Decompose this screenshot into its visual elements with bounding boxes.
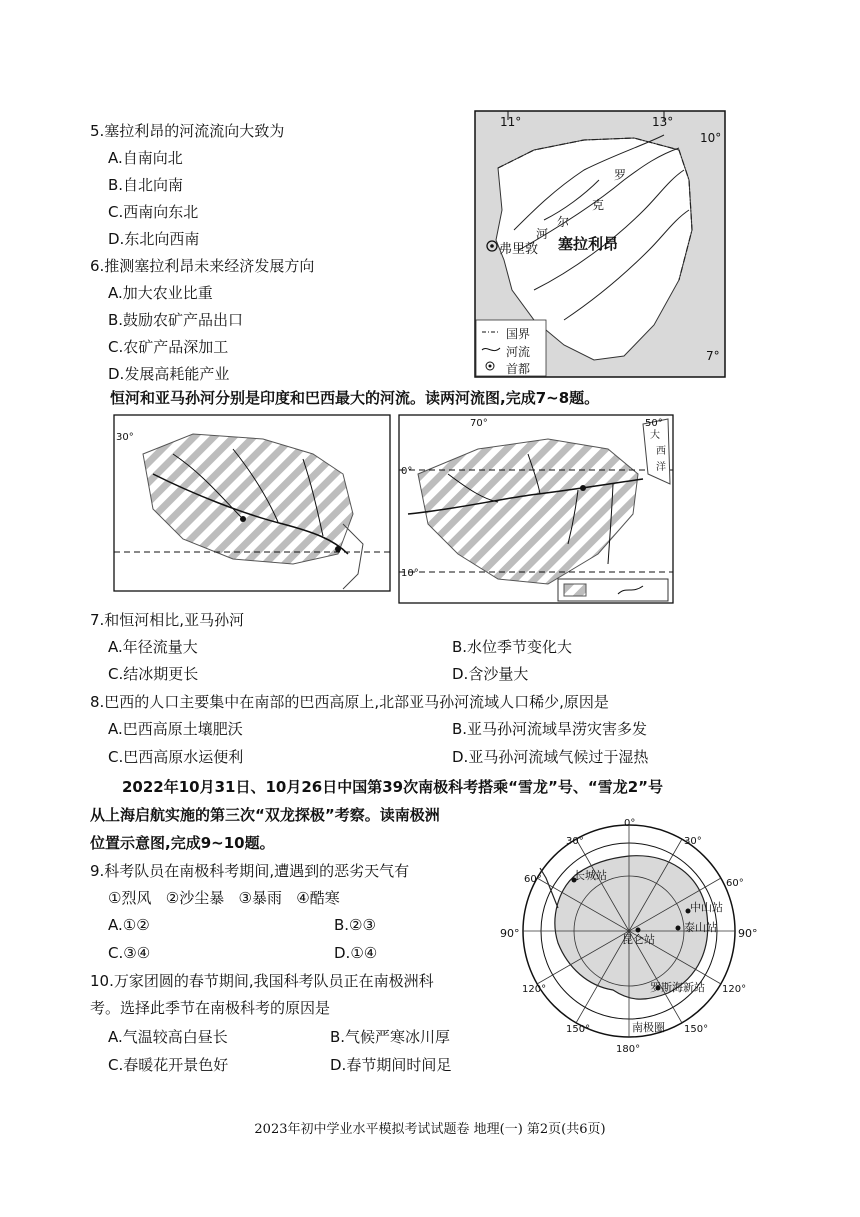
map3-station-changcheng: 长城站 xyxy=(574,869,607,882)
map1-lon-left: 11° xyxy=(500,115,522,129)
map1-river-char-2: 克 xyxy=(592,198,605,212)
q6-option-c[interactable]: C.农矿产品深加工 xyxy=(108,338,229,356)
q9-option-d[interactable]: D.①④ xyxy=(334,944,378,962)
map2-right-lon-b: 50° xyxy=(645,418,663,429)
map3-deg-90-w: 90° xyxy=(500,927,520,940)
map3-deg-60-e: 60° xyxy=(726,878,744,889)
q7-option-b[interactable]: B.水位季节变化大 xyxy=(452,638,573,656)
map3-station-kunlun: 昆仑站 xyxy=(622,933,655,946)
map2-left-lat: 30° xyxy=(116,432,134,443)
q9-option-a[interactable]: A.①② xyxy=(108,916,150,934)
q6-stem: 6.推测塞拉利昂未来经济发展方向 xyxy=(90,257,315,275)
map1-capital-label: 弗里敦 xyxy=(499,242,539,257)
map1-lon-right: 13° xyxy=(652,115,674,129)
map1-river-char-3: 尔 xyxy=(557,215,570,229)
map2-right-lat-b: 10° xyxy=(401,568,419,579)
q7-option-c[interactable]: C.结冰期更长 xyxy=(108,665,199,683)
q6-option-a[interactable]: A.加大农业比重 xyxy=(108,284,213,302)
map2-right-lon-a: 70° xyxy=(470,418,488,429)
map3-deg-0: 0° xyxy=(624,818,636,829)
q5-option-d[interactable]: D.东北向西南 xyxy=(108,230,200,248)
q10-stem-line2: 考。选择此季节在南极科考的原因是 xyxy=(90,999,331,1017)
q10-stem-line1: 10.万家团圆的春节期间,我国科考队员正在南极洲科 xyxy=(90,972,434,990)
q7-option-d[interactable]: D.含沙量大 xyxy=(452,665,529,683)
q5-option-b[interactable]: B.自北向南 xyxy=(108,176,184,194)
q8-stem: 8.巴西的人口主要集中在南部的巴西高原上,北部亚马孙河流域人口稀少,原因是 xyxy=(90,693,609,711)
map3-deg-60-w: 60° xyxy=(524,874,542,885)
map1-legend-capital: 首都 xyxy=(506,362,531,376)
intro-9-10-line1: 2022年10月31日、10月26日中国第39次南极科考搭乘“雪龙”号、“雪龙2”号 xyxy=(122,778,663,796)
q10-option-d[interactable]: D.春节期间时间足 xyxy=(330,1056,452,1074)
q8-option-c[interactable]: C.巴西高原水运便利 xyxy=(108,748,244,766)
intro-7-8: 恒河和亚马孙河分别是印度和巴西最大的河流。读两河流图,完成7~8题。 xyxy=(110,389,600,407)
q10-option-a[interactable]: A.气温较高白昼长 xyxy=(108,1028,228,1046)
map3-deg-120-w: 120° xyxy=(522,984,547,995)
page-footer: 2023年初中学业水平模拟考试试题卷 地理(一) 第2页(共6页) xyxy=(254,1122,606,1137)
q8-option-b[interactable]: B.亚马孙河流域旱涝灾害多发 xyxy=(452,720,648,738)
map3-deg-150-w: 150° xyxy=(566,1024,591,1035)
map1-country-label: 塞拉利昂 xyxy=(558,235,619,253)
map3-deg-180: 180° xyxy=(616,1044,641,1055)
q9-stem: 9.科考队员在南极科考期间,遭遇到的恶劣天气有 xyxy=(90,862,410,880)
intro-9-10-line2: 从上海启航实施的第三次“双龙探极”考察。读南极洲 xyxy=(90,806,440,824)
q9-option-b[interactable]: B.②③ xyxy=(334,916,376,934)
q10-option-b[interactable]: B.气候严寒冰川厚 xyxy=(330,1028,451,1046)
q5-stem: 5.塞拉利昂的河流流向大致为 xyxy=(90,122,285,140)
map2-ocean-char-3: 洋 xyxy=(656,462,666,473)
map3-station-ross-sea: 罗斯海新站 xyxy=(650,981,705,994)
q5-option-a[interactable]: A.自南向北 xyxy=(108,149,183,167)
map2-ocean-char-2: 西 xyxy=(656,446,666,457)
q9-option-c[interactable]: C.③④ xyxy=(108,944,151,962)
q8-option-d[interactable]: D.亚马孙河流域气候过于湿热 xyxy=(452,748,649,766)
q10-option-c[interactable]: C.春暖花开景色好 xyxy=(108,1056,229,1074)
map1-lat-top: 10° xyxy=(700,131,722,145)
map1-river-char-4: 河 xyxy=(536,227,549,241)
q7-stem: 7.和恒河相比,亚马孙河 xyxy=(90,611,245,629)
map3-antarctic-circle: 南极圈 xyxy=(632,1021,665,1034)
map3-deg-90-e: 90° xyxy=(738,927,758,940)
map1-legend-river: 河流 xyxy=(506,345,531,359)
map1-legend-border: 国界 xyxy=(506,327,531,341)
map3-deg-30-w: 30° xyxy=(566,836,584,847)
map3-deg-30-e: 30° xyxy=(684,836,702,847)
map3-deg-150-e: 150° xyxy=(684,1024,709,1035)
q6-option-b[interactable]: B.鼓励农矿产品出口 xyxy=(108,311,244,329)
q6-option-d[interactable]: D.发展高耗能产业 xyxy=(108,365,230,383)
amazon-river-map xyxy=(398,414,674,604)
q5-option-c[interactable]: C.西南向东北 xyxy=(108,203,199,221)
q8-option-a[interactable]: A.巴西高原土壤肥沃 xyxy=(108,720,243,738)
map2-right-lat-a: 0° xyxy=(401,466,413,477)
map1-river-char-1: 罗 xyxy=(614,168,627,182)
map3-station-zhongshan: 中山站 xyxy=(690,901,723,914)
q7-option-a[interactable]: A.年径流量大 xyxy=(108,638,198,656)
map2-ocean-char-1: 大 xyxy=(650,430,660,441)
map3-station-taishan: 泰山站 xyxy=(684,921,717,934)
map3-deg-120-e: 120° xyxy=(722,984,747,995)
q9-items: ①烈风 ②沙尘暴 ③暴雨 ④酷寒 xyxy=(108,889,340,907)
ganges-river-map xyxy=(113,414,391,592)
intro-9-10-line3: 位置示意图,完成9~10题。 xyxy=(90,834,275,852)
map1-lat-bottom: 7° xyxy=(706,349,720,363)
